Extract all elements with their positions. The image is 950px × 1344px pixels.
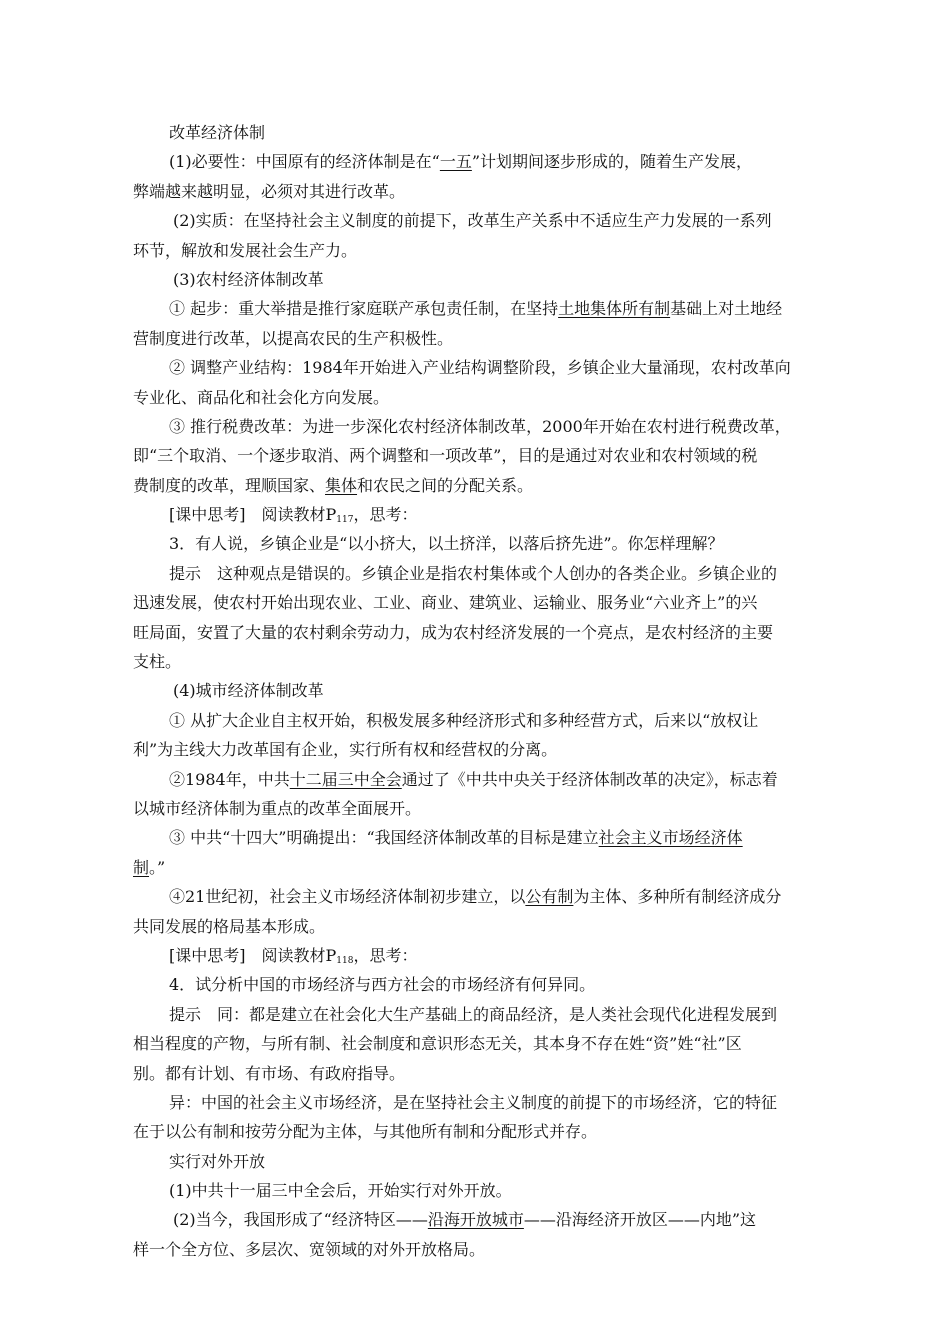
text-line [133,1000,823,1029]
text-line [133,236,823,265]
document-body [133,118,823,1264]
underlined-term: 制 [133,857,150,877]
underlined-term: 公有制 [525,887,574,907]
text-span: (4)城市经济体制改革 [173,681,324,701]
text-line [133,853,823,882]
text-span: 在于以公有制和按劳分配为主体，与其他所有制和分配形式并存。 [133,1122,598,1142]
text-line [133,177,823,206]
text-span: 相当程度的产物，与所有制、社会制度和意识形态无关，其本身不存在姓“资”姓“社”区 [133,1034,742,1054]
text-line [133,1205,823,1234]
text-line [133,1088,823,1117]
text-line [133,912,823,941]
underlined-term: 沿海开放城市 [427,1210,524,1230]
text-span: ③ 推行税费改革：为进一步深化农村经济体制改革，2000年开始在农村进行税费改革， [169,416,791,436]
text-line [133,471,823,500]
text-span: (1)中共十一届三中全会后，开始实行对外开放。 [169,1181,512,1201]
page-subscript: 117 [336,515,354,526]
text-line [133,412,823,441]
text-line [133,1117,823,1146]
text-line [133,294,823,323]
text-span: 异：中国的社会主义市场经济，是在坚持社会主义制度的前提下的市场经济，它的特征 [169,1092,778,1112]
text-span: 迅速发展，使农村开始出现农业、工业、商业、建筑业、运输业、服务业“六业齐上”的兴 [133,593,758,613]
text-span: 实行对外开放 [169,1151,266,1171]
text-span: ② 调整产业结构：1984年开始进入产业结构调整阶段，乡镇企业大量涌现，农村改革向 [169,358,791,378]
text-span: ，思考： [353,945,418,965]
text-line [133,882,823,911]
text-span: 和农民之间的分配关系。 [357,475,534,495]
text-line [133,941,823,970]
text-span: 专业化、商品化和社会化方向发展。 [133,387,390,407]
text-span: [课中思考] 阅读教材P [169,505,337,525]
underlined-term: 土地集体所有制 [558,299,671,319]
text-line [133,1147,823,1176]
text-line [133,1176,823,1205]
text-span: 为主体、多种所有制经济成分 [573,887,782,907]
text-span: [课中思考] 阅读教材P [169,945,337,965]
text-span: ，思考： [353,505,418,525]
text-line [133,794,823,823]
text-span: 营制度进行改革，以提高农民的生产积极性。 [133,328,454,348]
page-subscript: 118 [336,955,354,966]
text-span: 基础上对土地经 [670,299,783,319]
text-span: (2)当今，我国形成了“经济特区—— [173,1210,428,1230]
text-line [133,765,823,794]
text-line [133,706,823,735]
text-line [133,1029,823,1058]
text-span: ① 起步：重大举措是推行家庭联产承包责任制，在坚持 [169,299,559,319]
text-line [133,147,823,176]
text-line [133,647,823,676]
text-line [133,383,823,412]
text-span: 弊端越来越明显，必须对其进行改革。 [133,181,406,201]
text-span: 通过了《中共中央关于经济体制改革的决定》，标志着 [401,769,778,789]
text-line [133,353,823,382]
text-span: 改革经济体制 [169,123,266,142]
text-line [133,441,823,470]
text-line [133,500,823,529]
text-span: 费制度的改革，理顺国家、 [133,475,326,495]
text-line [133,588,823,617]
text-line [133,529,823,558]
text-span: ③ 中共“十四大”明确提出：“我国经济体制改革的目标是建立 [169,828,599,848]
text-line [133,1059,823,1088]
text-span: 环节，解放和发展社会生产力。 [133,240,358,260]
text-span: 别。都有计划、有市场、有政府指导。 [133,1063,406,1083]
underlined-term: 集体 [325,475,358,495]
text-line [133,265,823,294]
underlined-term: 一五 [439,152,472,172]
text-span: 提示 这种观点是错误的。乡镇企业是指农村集体或个人创办的各类企业。乡镇企业的 [169,563,778,583]
text-span: ——沿海经济开放区——内地”这 [523,1210,757,1230]
text-line [133,1235,823,1264]
text-span: (2)实质：在坚持社会主义制度的前提下，改革生产关系中不适应生产力发展的一系列 [173,211,772,231]
text-span: ”计划期间逐步形成的，随着生产发展， [471,152,753,172]
text-line [133,618,823,647]
underlined-term: 社会主义市场经济体 [598,828,743,848]
text-line [133,118,823,147]
text-line [133,970,823,999]
text-span: 。” [149,857,166,877]
text-span: ②1984年，中共 [169,769,290,789]
text-line [133,559,823,588]
text-span: 利”为主线大力改革国有企业，实行所有权和经营权的分离。 [133,740,558,760]
text-span: ④21世纪初，社会主义市场经济体制初步建立，以 [169,887,526,907]
text-line [133,823,823,852]
text-span: 提示 同：都是建立在社会化大生产基础上的商品经济，是人类社会现代化进程发展到 [169,1004,778,1024]
text-span: (1)必要性：中国原有的经济体制是在“ [169,152,440,172]
text-span: 以城市经济体制为重点的改革全面展开。 [133,798,422,818]
text-span: ① 从扩大企业自主权开始，积极发展多种经济形式和多种经营方式，后来以“放权让 [169,710,759,730]
text-line [133,324,823,353]
text-span: 3．有人说，乡镇企业是“以小挤大，以土挤洋，以落后挤先进”。你怎样理解？ [169,534,724,554]
text-span: 即“三个取消、一个逐步取消、两个调整和一项改革”，目的是通过对农业和农村领域的税 [133,446,758,466]
text-span: 样一个全方位、多层次、宽领域的对外开放格局。 [133,1239,486,1259]
text-span: 支柱。 [133,652,182,672]
text-line [133,735,823,764]
text-span: 共同发展的格局基本形成。 [133,916,326,936]
text-line [133,676,823,705]
text-span: 旺局面，安置了大量的农村剩余劳动力，成为农村经济发展的一个亮点，是农村经济的主要 [133,622,774,642]
underlined-term: 十二届三中全会 [289,769,402,789]
text-span: (3)农村经济体制改革 [173,269,324,289]
text-line [133,206,823,235]
text-span: 4．试分析中国的市场经济与西方社会的市场经济有何异同。 [169,975,596,995]
